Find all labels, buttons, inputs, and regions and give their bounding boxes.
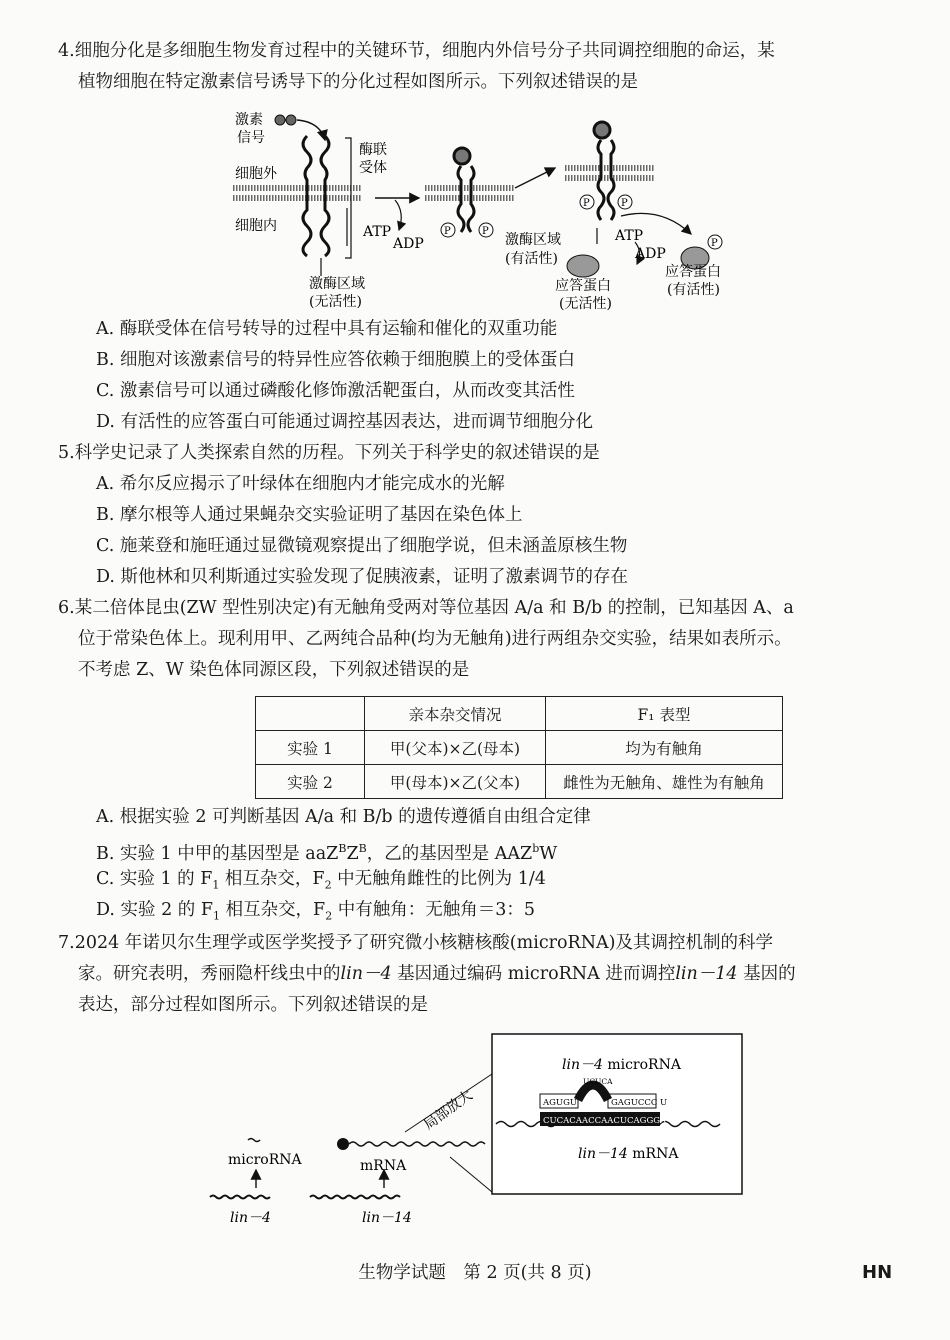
table-header-cell	[256, 697, 365, 731]
target-sequence: CUCACAACCAACUCAGGGA	[543, 1116, 667, 1126]
loop-sequence: UCUCA	[583, 1077, 613, 1086]
phospho-icon-2	[580, 195, 632, 209]
lin14-gene-label: lin－14	[362, 1210, 412, 1226]
receptor-label-1: 酶联	[359, 142, 387, 158]
kinase-inactive-label: 激酶区域	[309, 276, 365, 292]
question-6-stem	[58, 593, 918, 686]
atp-label-1: ATP	[363, 224, 392, 240]
seed-left-sequence: AGUGU	[543, 1098, 578, 1108]
q6-option-b: B. 实验 1 中甲的基因型是 $aaZ^BZ^B$，乙的基因型是 AAZ$^b$W	[96, 842, 558, 864]
receptor-active-icon	[594, 122, 614, 220]
q4-option-c: C. 激素信号可以通过磷酸化修饰激活靶蛋白，从而改变其活性	[96, 381, 575, 401]
q6-cross-table	[255, 696, 783, 799]
kinase-active-state: (有活性)	[505, 251, 558, 267]
q6-stem-line-3: 不考虑 Z、W 染色体同源区段，下列叙述错误的是	[78, 660, 470, 680]
mrna-strand	[349, 1142, 485, 1146]
q4-signal-figure	[225, 108, 745, 318]
atp-label-2: ATP	[615, 228, 644, 244]
table-row	[256, 731, 783, 765]
table-header-cell: 亲本杂交情况	[365, 697, 546, 731]
question-4-stem	[58, 36, 918, 98]
mrna-label: mRNA	[360, 1158, 407, 1174]
hormone-molecule-icon	[275, 115, 296, 125]
zoom-label: 局部放大	[420, 1087, 476, 1134]
response-inactive-state: (无活性)	[559, 296, 612, 312]
seed-right-sequence: GAGUCCC	[611, 1098, 658, 1108]
q7-stem-line-1: 7.2024 年诺贝尔生理学或医学奖授予了研究微小核糖核酸(microRNA)及其调控机制的科学	[58, 933, 773, 953]
q4-stem-line-2: 植物细胞在特定激素信号诱导下的分化过程如图所示。下列叙述错误的是	[78, 72, 638, 92]
q6-option-c: C. 实验 1 的 $F_1$ 相互杂交，$F_2$ 中无触角雌性的比例为 1/4	[96, 869, 546, 892]
response-protein-inactive-icon	[567, 255, 599, 277]
q4-option-b: B. 细胞对该激素信号的特异性应答依赖于细胞膜上的受体蛋白	[96, 350, 575, 370]
q7-stem-line-2: 家。研究表明，秀丽隐杆线虫中的lin－4 基因通过编码 microRNA 进而调控lin－14 基因的	[78, 964, 796, 984]
response-inactive-label: 应答蛋白	[555, 278, 611, 294]
q4-stem-line-1: 4.细胞分化是多细胞生物发育过程中的关键环节，细胞内外信号分子共同调控细胞的命运，某	[58, 41, 775, 61]
mrna-cap-icon	[337, 1138, 349, 1150]
adp-label-1: ADP	[393, 236, 424, 252]
kinase-inactive-state: (无活性)	[309, 294, 362, 310]
svg-text:P: P	[444, 226, 451, 237]
table-cell: 雌性为无触角、雄性为有触角	[546, 765, 783, 799]
q7-microrna-figure	[200, 1032, 760, 1232]
table-row	[256, 765, 783, 799]
step-arrow-2	[515, 168, 555, 188]
table-header-row	[256, 697, 783, 731]
question-5-stem	[58, 438, 918, 469]
response-active-state: (有活性)	[667, 282, 720, 298]
q5-option-a: A. 希尔反应揭示了叶绿体在细胞内才能完成水的光解	[96, 474, 505, 494]
adp-label-2: ADP	[635, 246, 666, 262]
table-header-cell: F₁ 表型	[546, 697, 783, 731]
lin4-gene-label: lin－4	[230, 1210, 271, 1226]
svg-text:P: P	[482, 226, 489, 237]
table-cell: 实验 1	[256, 731, 365, 765]
table-cell: 实验 2	[256, 765, 365, 799]
svg-text:P: P	[621, 198, 628, 209]
q4-option-a: A. 酶联受体在信号转导的过程中具有运输和催化的双重功能	[96, 319, 558, 339]
q5-option-d: D. 斯他林和贝利斯通过实验发现了促胰液素，证明了激素调节的存在	[96, 567, 629, 587]
table-cell: 甲(父本)×乙(母本)	[365, 731, 546, 765]
svg-text:P: P	[711, 238, 718, 249]
microrna-label: microRNA	[228, 1152, 302, 1168]
table-cell: 均为有触角	[546, 731, 783, 765]
hormone-label-2: 信号	[237, 130, 265, 146]
receptor-inactive-icon	[303, 136, 329, 256]
paper-code: HN	[862, 1262, 893, 1283]
q7-stem-line-3: 表达，部分过程如图所示。下列叙述错误的是	[78, 995, 428, 1015]
q5-option-c: C. 施莱登和施旺通过显微镜观察提出了细胞学说，但未涵盖原核生物	[96, 536, 628, 556]
response-active-label: 应答蛋白	[665, 264, 721, 280]
page-footer: 生物学试题 第 2 页(共 8 页)	[358, 1263, 592, 1283]
q6-stem-line-2: 位于常染色体上。现利用甲、乙两纯合品种(均为无触角)进行两组杂交实验，结果如表所示。	[78, 629, 792, 649]
q5-stem: 5.科学史记录了人类探索自然的历程。下列关于科学史的叙述错误的是	[58, 443, 600, 463]
table-cell: 甲(母本)×乙(父本)	[365, 765, 546, 799]
hormone-arrow	[297, 120, 325, 140]
q6-option-a: A. 根据实验 2 可判断基因 A/a 和 B/b 的遗传遵循自由组合定律	[96, 807, 591, 827]
hormone-label-1: 激素	[235, 112, 263, 128]
q5-option-b: B. 摩尔根等人通过果蝇杂交实验证明了基因在染色体上	[96, 505, 523, 525]
q4-option-d: D. 有活性的应答蛋白可能通过调控基因表达，进而调节细胞分化	[96, 412, 594, 432]
svg-text:P: P	[583, 198, 590, 209]
microrna-strand	[248, 1139, 260, 1142]
outside-cell-label: 细胞外	[235, 166, 277, 182]
kinase-active-label: 激酶区域	[505, 232, 561, 248]
question-7-stem	[58, 928, 918, 1021]
seed-tail: U	[660, 1098, 668, 1108]
q6-option-d: D. 实验 2 的 $F_1$ 相互杂交，$F_2$ 中有触角：无触角＝3：5	[96, 900, 536, 923]
lin14-gene-dna	[310, 1196, 400, 1199]
box-bottom-label: lin－14 mRNA	[578, 1146, 679, 1162]
inside-cell-label: 细胞内	[235, 218, 277, 234]
lin4-gene-dna	[210, 1196, 270, 1199]
receptor-label-2: 受体	[359, 160, 387, 176]
q6-stem-line-1: 6.某二倍体昆虫(ZW 型性别决定)有无触角受两对等位基因 A/a 和 B/b 的控制，已知基因 A、a	[58, 598, 794, 618]
membrane-segment-1	[233, 186, 361, 200]
box-title: lin－4 microRNA	[562, 1057, 681, 1073]
